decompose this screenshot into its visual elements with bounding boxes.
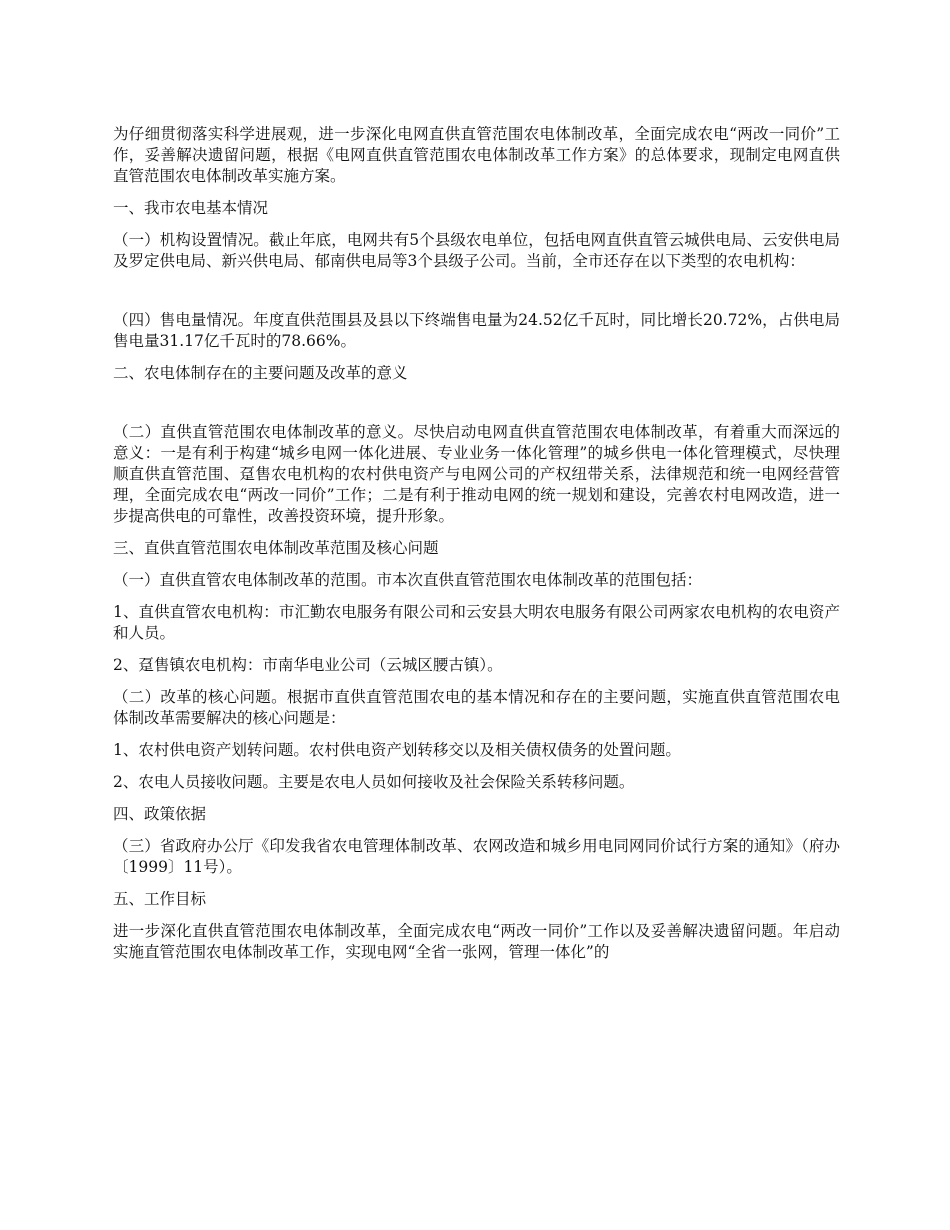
paragraph-policy: （三）省政府办公厅《印发我省农电管理体制改革、农网改造和城乡用电同网同价试行方案的通知》（府办〔1999〕11号）。 — [113, 837, 840, 876]
section-heading-1: 一、我市农电基本情况 — [113, 199, 269, 217]
list-item: 2、农电人员接收问题。主要是农电人员如何接收及社会保险关系转移问题。 — [113, 773, 635, 791]
section-heading-3: 三、直供直管范围农电体制改革范围及核心问题 — [113, 539, 439, 557]
blank-gap — [113, 283, 840, 310]
paragraph-significance: （二）直供直管范围农电体制改革的意义。尽快启动电网直供直管范围农电体制改革，有着重大而深远的意义：一是有利于构建“城乡电网一体化进展、专业业务一体化管理”的城乡供电一体化管理模式，尽快理顺直供直管范围、趸售农电机构的农村供电资产与电网公司的产权纽带关系，法律规范和统一电网经营管理，全面完成农电“两改一同价”工作；二是有利于推动电网的统一规划和建设，完善农村电网改造，进一步提高供电的可靠性，改善投资环境，提升形象。 — [113, 423, 840, 525]
paragraph-goals: 进一步深化直供直管范围农电体制改革，全面完成农电“两改一同价”工作以及妥善解决遗留问题。年启动实施直管范围农电体制改革工作，实现电网“全省一张网，管理一体化”的 — [113, 922, 840, 961]
paragraph-sales: （四）售电量情况。年度直供范围县及县以下终端售电量为24.52亿千瓦时，同比增长20.72%，占供电局售电量31.17亿千瓦时的78.66%。 — [113, 311, 840, 350]
section-heading-4: 四、政策依据 — [113, 805, 207, 823]
paragraph-scope: （一）直供直管农电体制改革的范围。市本次直供直管范围农电体制改革的范围包括： — [113, 571, 703, 589]
paragraph-core-issues: （二）改革的核心问题。根据市直供直管范围农电的基本情况和存在的主要问题，实施直供直管范围农电体制改革需要解决的核心问题是： — [113, 688, 840, 727]
blank-gap — [113, 395, 840, 422]
section-heading-5: 五、工作目标 — [113, 890, 207, 908]
paragraph-organization: （一）机构设置情况。截止年底，电网共有5个县级农电单位，包括电网直供直管云城供电局、云安供电局及罗定供电局、新兴供电局、郁南供电局等3个县级子公司。当前，全市还存在以下类型的农电机构： — [113, 231, 840, 270]
section-heading-2: 二、农电体制存在的主要问题及改革的意义 — [113, 364, 408, 382]
intro-paragraph: 为仔细贯彻落实科学进展观，进一步深化电网直供直管范围农电体制改革，全面完成农电“两改一同价”工作，妥善解决遗留问题，根据《电网直供直管范围农电体制改革工作方案》的总体要求，现制定电网直供直管范围农电体制改革实施方案。 — [113, 125, 840, 185]
list-item: 1、直供直管农电机构：市汇勤农电服务有限公司和云安县大明农电服务有限公司两家农电机构的农电资产和人员。 — [113, 603, 840, 642]
list-item: 2、趸售镇农电机构：市南华电业公司（云城区腰古镇）。 — [113, 656, 503, 674]
list-item: 1、农村供电资产划转问题。农村供电资产划转移交以及相关债权债务的处置问题。 — [113, 741, 681, 759]
document-body — [113, 124, 840, 974]
